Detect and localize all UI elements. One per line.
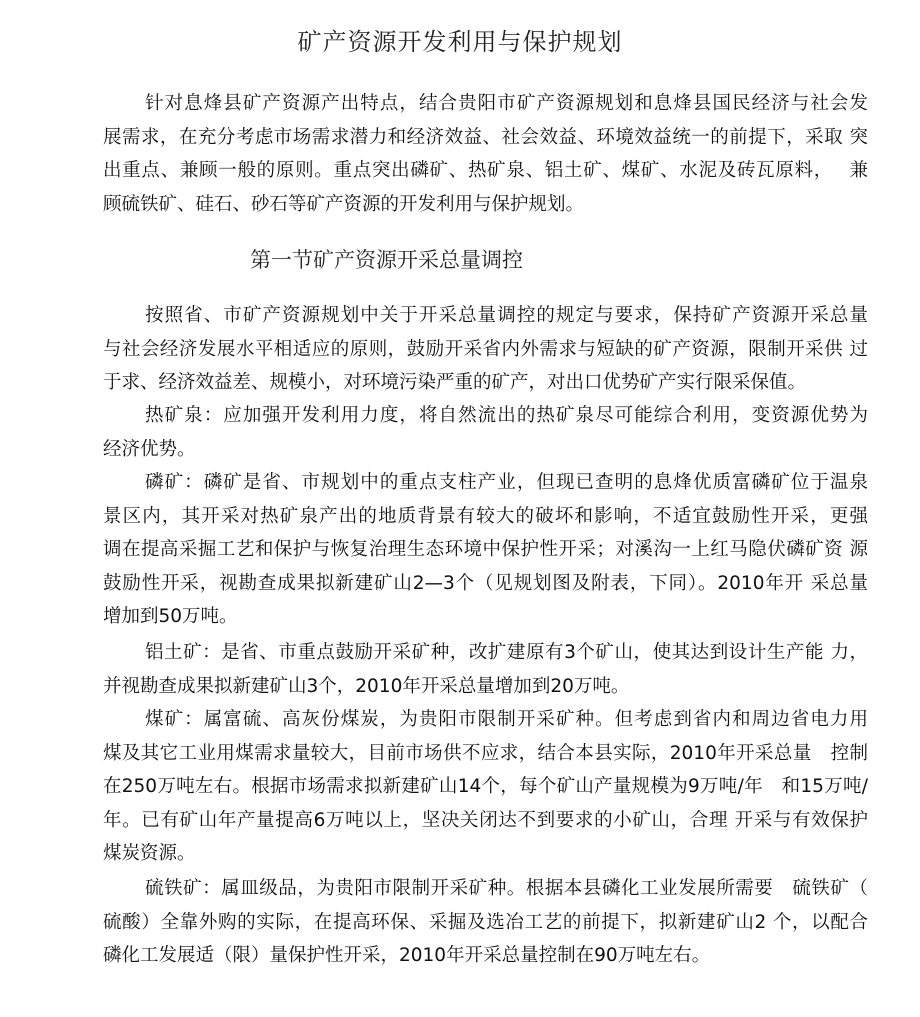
paragraph-line: 展需求，在充分考虑市场需求潜力和经济效益、社会效益、环境效益统一的前提下，采取 突 [103, 126, 868, 148]
paragraph-line: 年。已有矿山年产量提高6万吨以上，坚决关闭达不到要求的小矿山，合理 开采与有效保护 [103, 809, 868, 831]
paragraph-line: 硫酸）全靠外购的实际，在提高环保、采掘及选冶工艺的前提下，拟新建矿山2 个，以配合 [103, 911, 868, 933]
paragraph-line: 硫铁矿：属皿级品，为贵阳市限制开采矿种。根据本县磷化工业发展所需要 硫铁矿（ [145, 878, 868, 899]
paragraph-line: 出重点、兼顾一般的原则。重点突出磷矿、热矿泉、铝土矿、煤矿、水泥及砖瓦原料， 兼 [103, 160, 868, 181]
paragraph-line: 热矿泉：应加强开发利用力度，将自然流出的热矿泉尽可能综合利用，变资源优势为 [145, 405, 868, 426]
paragraph-line: 景区内，其开采对热矿泉产出的地质背景有较大的破坏和影响，不适宜鼓励性开采，更强 [103, 505, 868, 527]
paragraph-line: 煤矿：属富硫、高灰份煤炭，为贵阳市限制开采矿种。但考虑到省内和周边省电力用 [145, 709, 868, 730]
paragraph-line: 并视勘查成果拟新建矿山3个，2010年开采总量增加到20万吨。 [103, 675, 630, 697]
paragraph-line: 在250万吨左右。根据市场需求拟新建矿山14个，每个矿山产量规模为9万吨/年 和15万吨/ [103, 776, 868, 797]
paragraph-line: 铝土矿：是省、市重点鼓励开采矿种，改扩建原有3个矿山，使其达到设计生产能 力， [145, 642, 868, 663]
paragraph-line: 增加到50万吨。 [103, 606, 238, 627]
paragraph-line: 磷矿：磷矿是省、市规划中的重点支柱产业，但现已查明的息烽优质富磷矿位于温泉 [145, 472, 868, 493]
paragraph-line: 鼓励性开采，视勘查成果拟新建矿山2—3个（见规划图及附表，下同）。2010年开 采总量 [103, 572, 868, 594]
paragraph-line: 按照省、市矿产资源规划中关于开采总量调控的规定与要求，保持矿产资源开采总量 [145, 305, 868, 326]
paragraph-line: 磷化工发展适（限）量保护性开采，2010年开采总量控制在90万吨左右。 [103, 945, 711, 966]
paragraph-line: 煤炭资源。 [103, 843, 196, 864]
paragraph-line: 经济优势。 [103, 438, 196, 460]
paragraph-line: 与社会经济发展水平相适应的原则，鼓励开采省内外需求与短缺的矿产资源，限制开采供 过 [103, 338, 868, 360]
paragraph-line: 顾硫铁矿、硅石、砂石等矿产资源的开发利用与保护规划。 [103, 193, 585, 215]
paragraph-line: 于求、经济效益差、规模小，对环境污染严重的矿产，对出口优势矿产实行限采保值。 [103, 372, 807, 393]
paragraph-line: 调在提高采掘工艺和保护与恢复治理生态环境中保护性开采；对溪沟一上红马隐伏磷矿资 源 [103, 539, 868, 560]
paragraph-line: 煤及其它工业用煤需求量较大，目前市场供不应求，结合本县实际，2010年开采总量 控制 [103, 742, 868, 764]
section-heading: 第一节矿产资源开采总量调控 [250, 248, 523, 272]
document-title: 矿产资源开发利用与保护规划 [297, 28, 623, 56]
paragraph-line: 针对息烽县矿产资源产出特点，结合贵阳市矿产资源规划和息烽县国民经济与社会发 [145, 93, 868, 114]
